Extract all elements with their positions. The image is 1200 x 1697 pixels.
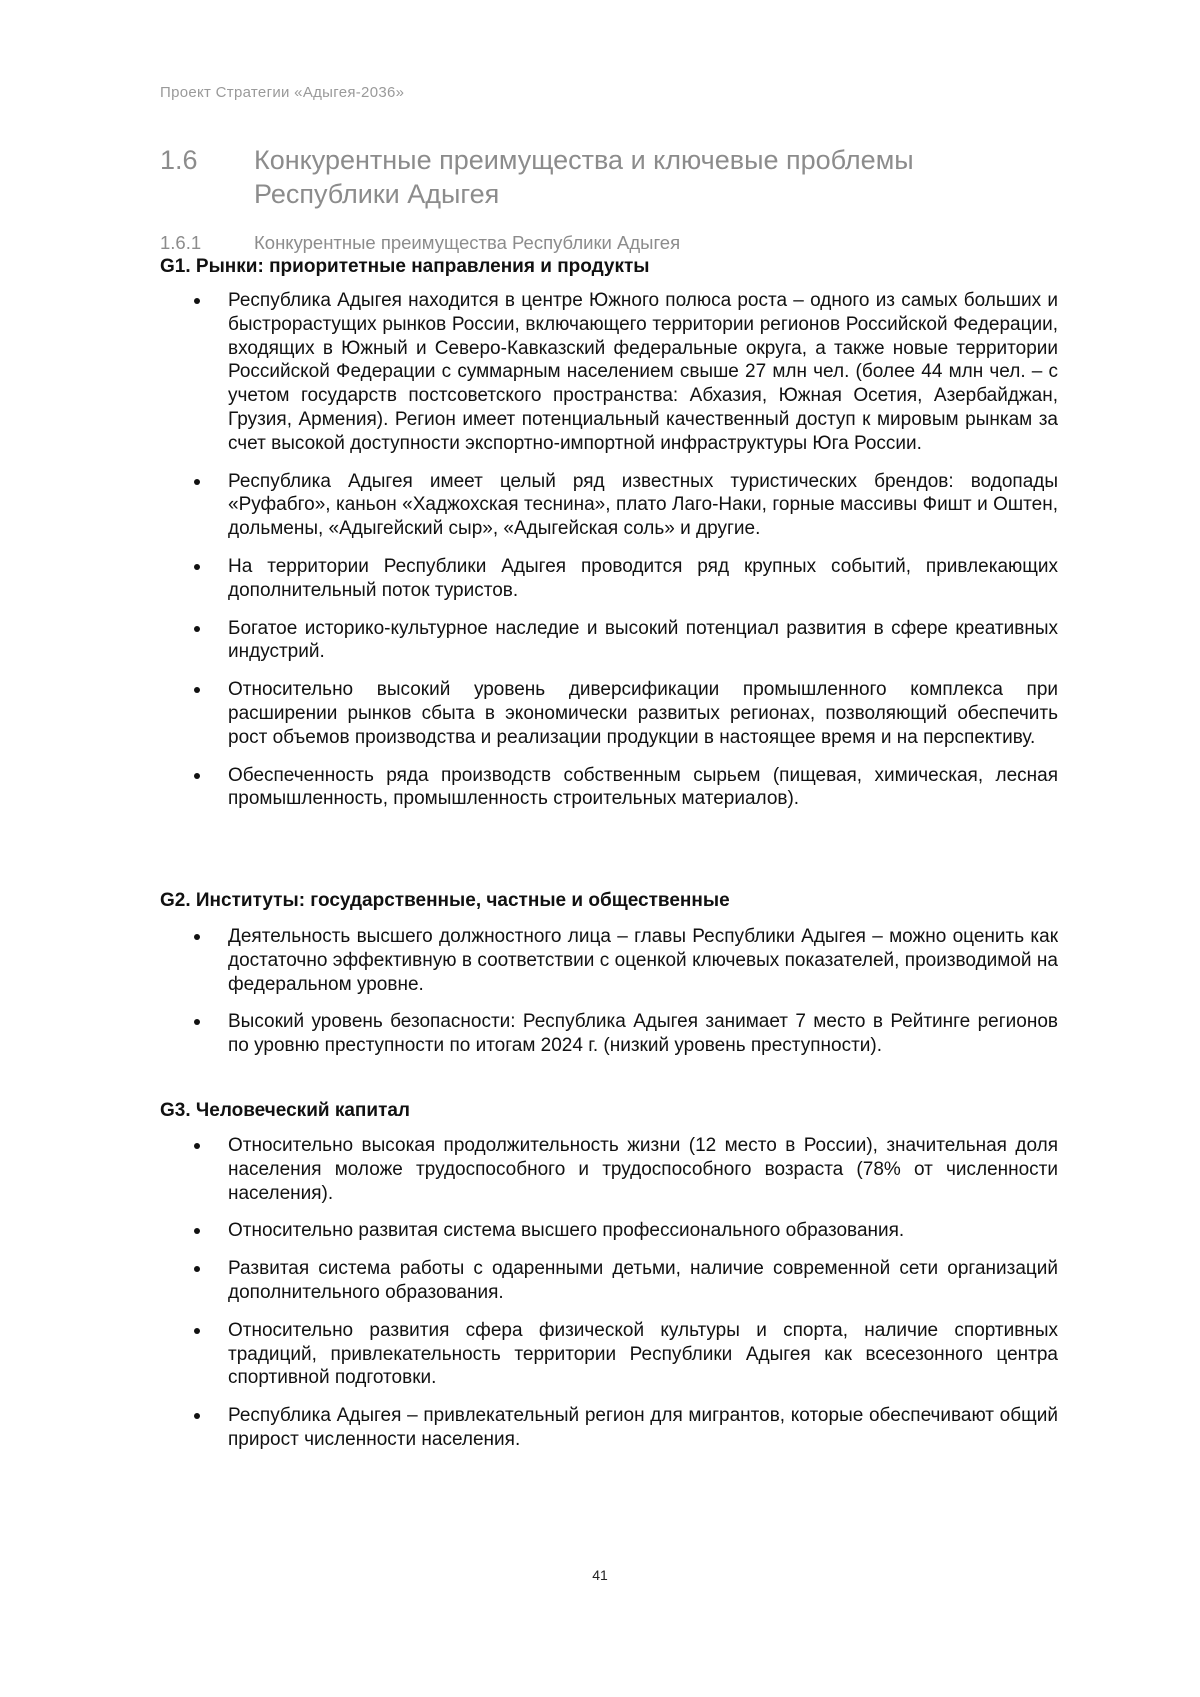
running-header: Проект Стратегии «Адыгея-2036» — [160, 84, 405, 101]
subsection-heading-number: 1.6.1 — [160, 232, 202, 253]
bullet-icon — [194, 564, 200, 570]
list-item: Республика Адыгея находится в центре Южного полюса роста – одного из самых больших и быстрорастущих рынков России, включающего территории регионов Российской Федерации, входящих в Южный и Северо-Кавказский федеральные округа, а также новые территории Российской Федерации с суммарным населением свыше 27 млн чел. (более 44 млн чел. – с учетом государств постсоветского пространства: Абхазия, Южная Осетия, Азербайджан, Грузия, Армения). Регион имеет потенциальный качественный доступ к мировым рынкам за счет высокой доступности экспортно-импортной инфраструктуры Юга России. — [190, 289, 1058, 456]
list-item: Высокий уровень безопасности: Республика Адыгея занимает 7 место в Рейтинге регионов по уровню преступности по итогам 2024 г. (низкий уровень преступности). — [190, 1010, 1058, 1058]
g3-title: G3. Человеческий капитал — [160, 1100, 411, 1121]
g1-title: G1. Рынки: приоритетные направления и продукты — [160, 256, 650, 277]
list-item: Относительно развития сфера физической культуры и спорта, наличие спортивных традиций, привлекательность территории Республики Адыгея как всесезонного центра спортивной подготовки. — [190, 1319, 1058, 1390]
g1-list — [190, 289, 1058, 825]
bullet-icon — [194, 626, 200, 632]
bullet-icon — [194, 687, 200, 693]
list-item: Деятельность высшего должностного лица – главы Республики Адыгея – можно оценить как достаточно эффективную в соответствии с оценкой ключевых показателей, производимой на федеральном уровне. — [190, 925, 1058, 996]
list-item: Относительно высокий уровень диверсификации промышленного комплекса при расширении рынков сбыта в экономически развитых регионах, позволяющий обеспечить рост объемов производства и реализации продукции в настоящее время и на перспективу. — [190, 678, 1058, 749]
g2-title: G2. Институты: государственные, частные и общественные — [160, 890, 730, 911]
list-item: Развитая система работы с одаренными детьми, наличие современной сети организаций дополнительного образования. — [190, 1257, 1058, 1305]
section-heading-number: 1.6 — [160, 145, 198, 175]
list-item: Относительно развитая система высшего профессионального образования. — [190, 1219, 1058, 1243]
bullet-icon — [194, 1328, 200, 1334]
bullet-icon — [194, 1143, 200, 1149]
list-item: На территории Республики Адыгея проводится ряд крупных событий, привлекающих дополнительный поток туристов. — [190, 555, 1058, 603]
section-heading-text: Конкурентные преимущества и ключевые проблемы Республики Адыгея — [254, 145, 914, 209]
bullet-icon — [194, 1228, 200, 1234]
bullet-icon — [194, 773, 200, 779]
bullet-icon — [194, 479, 200, 485]
bullet-icon — [194, 1413, 200, 1419]
bullet-icon — [194, 1019, 200, 1025]
bullet-icon — [194, 1266, 200, 1272]
g3-list — [190, 1134, 1058, 1466]
section-heading — [160, 143, 1060, 211]
page-number: 41 — [592, 1567, 608, 1583]
list-item: Обеспеченность ряда производств собственным сырьем (пищевая, химическая, лесная промышленность, промышленность строительных материалов). — [190, 764, 1058, 812]
bullet-icon — [194, 298, 200, 304]
bullet-icon — [194, 934, 200, 940]
list-item: Республика Адыгея – привлекательный регион для мигрантов, которые обеспечивают общий прирост численности населения. — [190, 1404, 1058, 1452]
list-item: Относительно высокая продолжительность жизни (12 место в России), значительная доля населения моложе трудоспособного и трудоспособного возраста (78% от численности населения). — [190, 1134, 1058, 1205]
list-item: Республика Адыгея имеет целый ряд известных туристических брендов: водопады «Руфабго», каньон «Хаджохская теснина», плато Лаго-Наки, горные массивы Фишт и Оштен, дольмены, «Адыгейский сыр», «Адыгейская соль» и другие. — [190, 470, 1058, 541]
g2-list — [190, 925, 1058, 1072]
list-item: Богатое историко-культурное наследие и высокий потенциал развития в сфере креативных индустрий. — [190, 617, 1058, 665]
subsection-heading — [160, 232, 680, 254]
subsection-heading-text: Конкурентные преимущества Республики Адыгея — [254, 232, 681, 253]
